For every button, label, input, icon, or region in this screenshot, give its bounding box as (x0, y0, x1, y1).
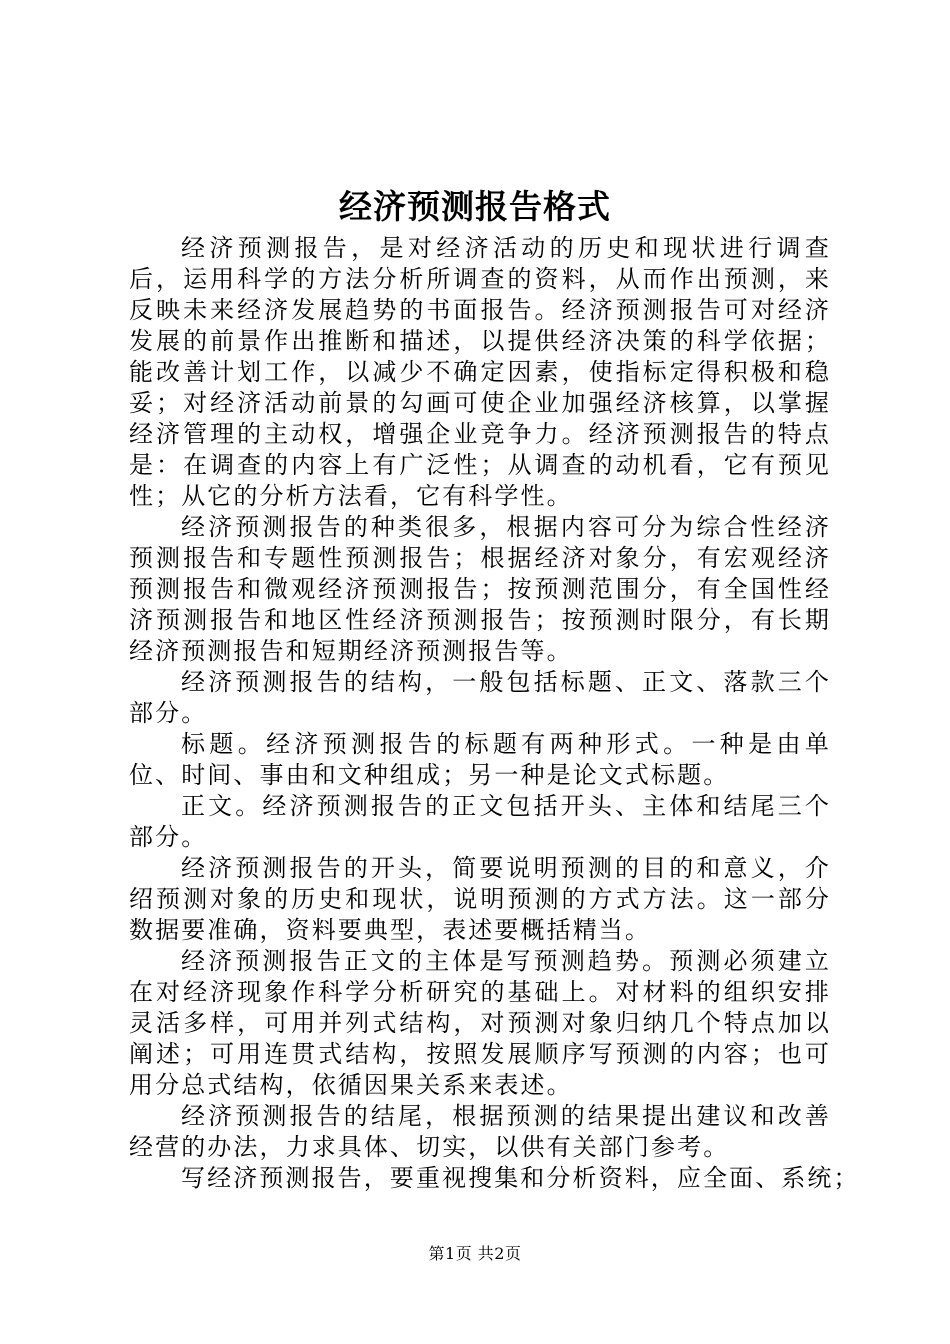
paragraph-title-section: 标题。经济预测报告的标题有两种形式。一种是由单位、时间、事由和文种组成；另一种是论文式标题。 (129, 730, 831, 789)
page-footer: 第1页 共2页 (428, 1244, 522, 1263)
document-body (129, 233, 860, 1194)
paragraph-ending: 经济预测报告的结尾，根据预测的结果提出建议和改善经营的办法，力求具体、切实，以供有关部门参考。 (129, 1102, 831, 1161)
paragraph-intro: 经济预测报告，是对经济活动的历史和现状进行调查后，运用科学的方法分析所调查的资料，从而作出预测，来反映未来经济发展趋势的书面报告。经济预测报告可对经济发展的前景作出推断和描述，以提供经济决策的科学依据；能改善计划工作，以减少不确定因素，使指标定得积极和稳妥；对经济活动前景的勾画可使企业加强经济核算，以掌握经济管理的主动权，增强企业竞争力。经济预测报告的特点是：在调查的内容上有广泛性；从调查的动机看，它有预见性；从它的分析方法看，它有科学性。 (129, 234, 831, 510)
paragraph-structure: 经济预测报告的结构，一般包括标题、正文、落款三个部分。 (129, 668, 831, 727)
paragraph-types: 经济预测报告的种类很多，根据内容可分为综合性经济预测报告和专题性预测报告；根据经济对象分，有宏观经济预测报告和微观经济预测报告；按预测范围分，有全国性经济预测报告和地区性经济预测报告；按预测时限分，有长期经济预测报告和短期经济预测报告等。 (129, 513, 831, 665)
paragraph-body-section: 正文。经济预测报告的正文包括开头、主体和结尾三个部分。 (129, 792, 831, 851)
document-title: 经济预测报告格式 (339, 187, 611, 226)
paragraph-opening: 经济预测报告的开头，简要说明预测的目的和意义，介绍预测对象的历史和现状，说明预测的方式方法。这一部分数据要准确，资料要典型，表述要概括精当。 (129, 854, 831, 944)
paragraph-main-body: 经济预测报告正文的主体是写预测趋势。预测必须建立在对经济现象作科学分析研究的基础上。对材料的组织安排灵活多样，可用并列式结构，对预测对象归纳几个特点加以阐述；可用连贯式结构，按照发展顺序写预测的内容；也可用分总式结构，依循因果关系来表述。 (129, 947, 831, 1099)
paragraph-writing-tips: 写经济预测报告，要重视搜集和分析资料，应全面、系统； (181, 1164, 860, 1192)
